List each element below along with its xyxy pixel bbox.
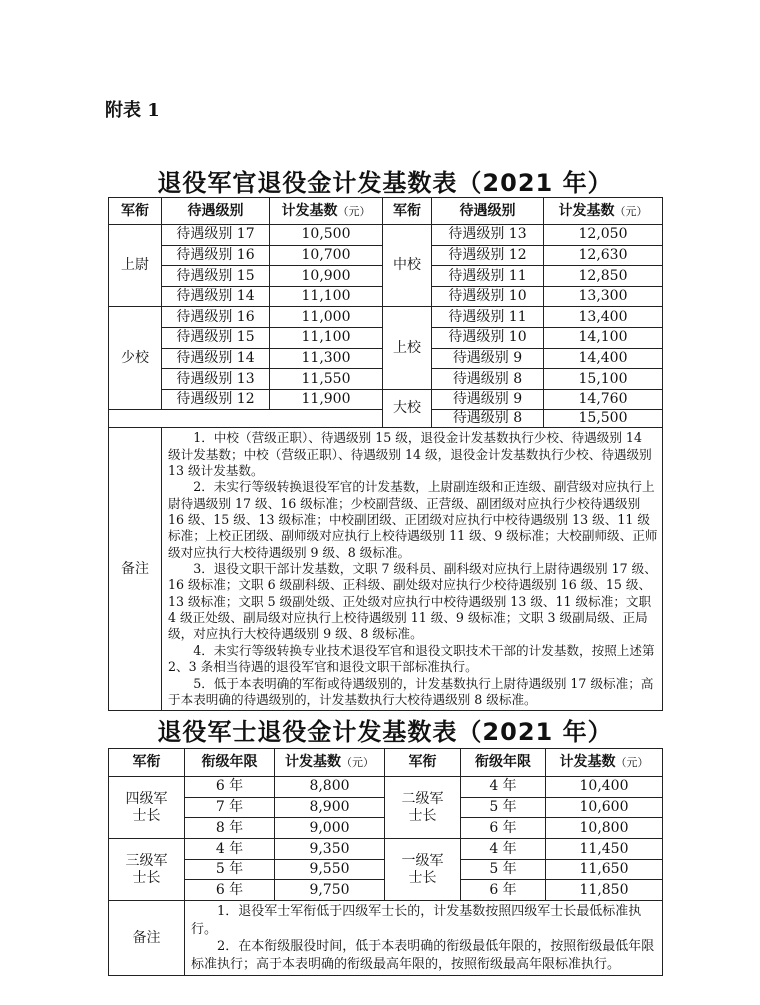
header-base: 计发基数（元）	[546, 749, 663, 777]
base-cell: 12,850	[544, 266, 663, 287]
level-cell: 待遇级别 11	[432, 266, 544, 287]
soldier-table-title: 退役军士退役金计发基数表（2021 年）	[157, 718, 613, 746]
header-level: 待遇级别	[162, 198, 270, 225]
base-cell: 8,900	[275, 797, 385, 818]
base-cell: 11,650	[546, 859, 663, 880]
rank-cell: 三级军士长	[109, 839, 185, 901]
table-row	[109, 225, 663, 246]
base-cell: 9,550	[275, 859, 385, 880]
base-cell: 11,100	[270, 286, 383, 307]
level-cell: 待遇级别 8	[432, 369, 544, 390]
years-cell: 6 年	[185, 880, 275, 901]
base-cell: 9,000	[275, 818, 385, 839]
level-cell: 待遇级别 9	[432, 389, 544, 410]
header-rank: 军衔	[109, 749, 185, 777]
rank-cell: 四级军士长	[109, 777, 185, 839]
years-cell: 4 年	[461, 777, 546, 798]
base-cell: 11,000	[270, 307, 383, 328]
notes-label: 备注	[109, 428, 162, 711]
base-cell: 14,400	[544, 348, 663, 369]
note-item: 2．未实行等级转换退役军官的计发基数，上尉副连级和正连级、副营级对应执行上尉待遇级别 17 级、16 级标准；少校副营级、正营级、副团级对应执行少校待遇级别 16 级、15 级、13 级标准；中校副团级、正团级对应执行中校待遇级别 13 级、11 级标准；上校正团级、副师级对应执行上校待遇级别 11 级、9 级标准；大校副师级、正师级对应执行大校待遇级别 9 级、8 级标准。	[168, 479, 658, 560]
note-item: 1．退役军士军衔低于四级军士长的，计发基数按照四级军士长最低标准执行。	[191, 904, 642, 937]
base-cell: 15,100	[544, 369, 663, 390]
base-cell: 13,400	[544, 307, 663, 328]
level-cell: 待遇级别 10	[432, 286, 544, 307]
rank-cell: 二级军士长	[385, 777, 461, 839]
base-cell: 11,900	[270, 389, 383, 410]
notes-row	[109, 901, 663, 976]
notes-content	[162, 428, 663, 711]
rank-cell: 少校	[109, 307, 162, 410]
base-cell: 12,050	[544, 225, 663, 246]
base-cell: 11,300	[270, 348, 383, 369]
header-base: 计发基数（元）	[275, 749, 385, 777]
base-cell: 10,700	[270, 245, 383, 266]
level-cell: 待遇级别 16	[162, 245, 270, 266]
base-cell: 10,500	[270, 225, 383, 246]
header-rank: 军衔	[109, 198, 162, 225]
base-cell: 14,100	[544, 327, 663, 348]
rank-cell: 上尉	[109, 225, 162, 307]
level-cell: 待遇级别 12	[432, 245, 544, 266]
years-cell: 5 年	[185, 859, 275, 880]
base-cell: 10,600	[546, 797, 663, 818]
years-cell: 4 年	[185, 839, 275, 860]
base-cell: 9,350	[275, 839, 385, 860]
level-cell: 待遇级别 14	[162, 286, 270, 307]
header-years: 衔级年限	[461, 749, 546, 777]
years-cell: 6 年	[185, 777, 275, 798]
rank-cell: 大校	[383, 389, 432, 427]
note-item: 2．在本衔级服役时间，低于本表明确的衔级最低年限的，按照衔级最低年限标准执行；高于本表明确的衔级最高年限的，按照衔级最高年限标准执行。	[191, 939, 655, 972]
header-level: 待遇级别	[432, 198, 544, 225]
base-cell: 11,550	[270, 369, 383, 390]
level-cell: 待遇级别 11	[432, 307, 544, 328]
level-cell: 待遇级别 13	[432, 225, 544, 246]
base-cell: 10,800	[546, 818, 663, 839]
table-row	[109, 839, 663, 860]
years-cell: 5 年	[461, 797, 546, 818]
level-cell: 待遇级别 10	[432, 327, 544, 348]
notes-row	[109, 428, 663, 711]
table-header-row	[109, 198, 663, 225]
base-cell: 13,300	[544, 286, 663, 307]
table-row	[109, 777, 663, 798]
level-cell: 待遇级别 15	[162, 266, 270, 287]
officer-table-title: 退役军官退役金计发基数表（2021 年）	[157, 169, 613, 197]
table-row	[109, 307, 663, 328]
years-cell: 4 年	[461, 839, 546, 860]
level-cell: 待遇级别 8	[432, 410, 544, 428]
years-cell: 6 年	[461, 880, 546, 901]
soldier-pension-table	[108, 748, 663, 976]
note-item: 1．中校（营级正职）、待遇级别 15 级，退役金计发基数执行少校、待遇级别 14 级计发基数；中校（营级正职）、待遇级别 14 级，退役金计发基数执行少校、待遇级别 13 级计发基数。	[168, 430, 652, 478]
level-cell: 待遇级别 16	[162, 307, 270, 328]
rank-cell: 上校	[383, 307, 432, 389]
table-row	[109, 389, 663, 410]
empty-cell	[109, 410, 383, 428]
header-base: 计发基数（元）	[270, 198, 383, 225]
base-cell: 14,760	[544, 389, 663, 410]
years-cell: 5 年	[461, 859, 546, 880]
attachment-label: 附表 1	[105, 100, 160, 121]
officer-pension-table	[108, 197, 663, 711]
note-item: 4．未实行等级转换专业技术退役军官和退役文职技术干部的计发基数，按照上述第 2、3 条相当待遇的退役军官和退役文职干部标准执行。	[168, 642, 655, 675]
base-cell: 10,400	[546, 777, 663, 798]
years-cell: 8 年	[185, 818, 275, 839]
level-cell: 待遇级别 17	[162, 225, 270, 246]
base-cell: 11,850	[546, 880, 663, 901]
note-item: 3．退役文职干部计发基数，文职 7 级科员、副科级对应执行上尉待遇级别 17 级、16 级标准；文职 6 级副科级、正科级、副处级对应执行少校待遇级别 16 级、15 级、13 级标准；文职 5 级副处级、正处级对应执行中校待遇级别 13 级、11 级标准；文职 4 级正处级、副局级对应执行上校待遇级别 11 级、9 级标准；文职 3 级副局级、正局级，对应执行大校待遇级别 9 级、8 级标准。	[168, 561, 657, 642]
note-item: 5．低于本表明确的军衔或待遇级别的，计发基数执行上尉待遇级别 17 级标准；高于本表明确的待遇级别的，计发基数执行大校待遇级别 8 级标准。	[168, 675, 654, 707]
base-cell: 9,750	[275, 880, 385, 901]
base-cell: 10,900	[270, 266, 383, 287]
level-cell: 待遇级别 12	[162, 389, 270, 410]
base-cell: 15,500	[544, 410, 663, 428]
header-years: 衔级年限	[185, 749, 275, 777]
years-cell: 6 年	[461, 818, 546, 839]
level-cell: 待遇级别 9	[432, 348, 544, 369]
level-cell: 待遇级别 14	[162, 348, 270, 369]
header-base: 计发基数（元）	[544, 198, 663, 225]
notes-label: 备注	[109, 901, 185, 976]
base-cell: 11,100	[270, 327, 383, 348]
level-cell: 待遇级别 15	[162, 327, 270, 348]
notes-content	[185, 901, 663, 976]
level-cell: 待遇级别 13	[162, 369, 270, 390]
header-rank: 军衔	[383, 198, 432, 225]
base-cell: 11,450	[546, 839, 663, 860]
years-cell: 7 年	[185, 797, 275, 818]
rank-cell: 一级军士长	[385, 839, 461, 901]
table-header-row	[109, 749, 663, 777]
header-rank: 军衔	[385, 749, 461, 777]
rank-cell: 中校	[383, 225, 432, 307]
base-cell: 8,800	[275, 777, 385, 798]
base-cell: 12,630	[544, 245, 663, 266]
